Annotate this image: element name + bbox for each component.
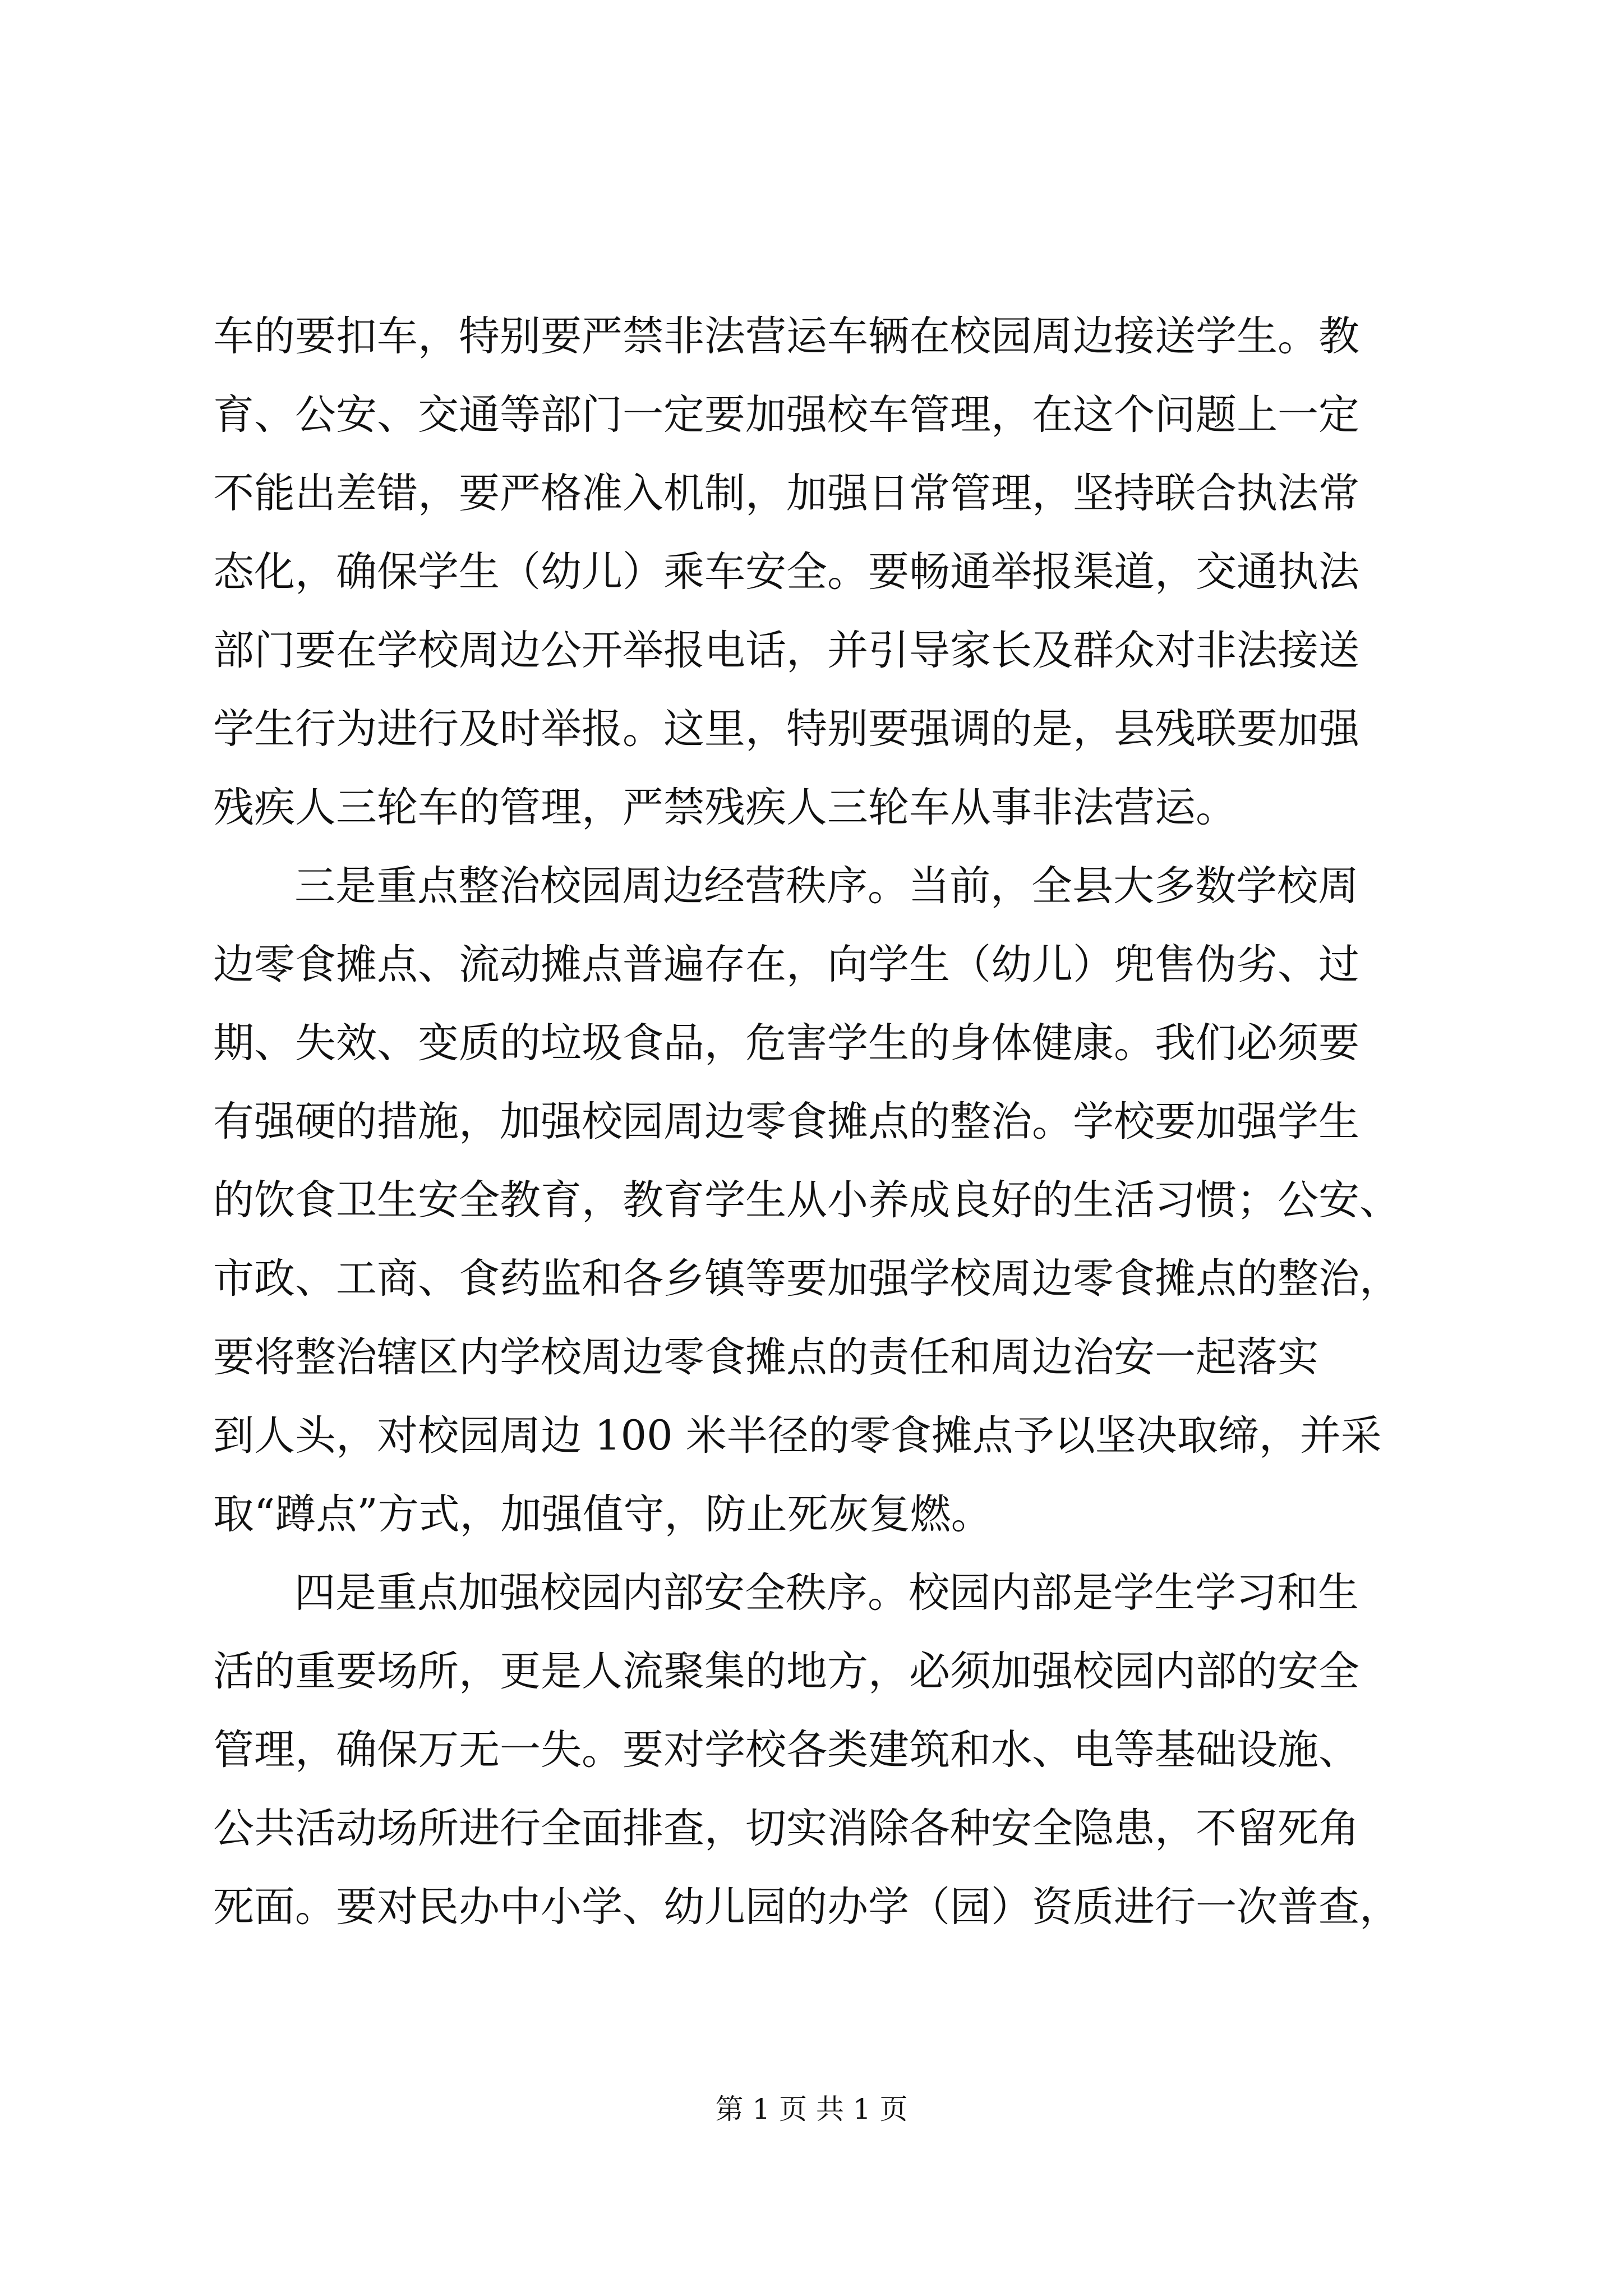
text-line: 期、失效、变质的垃圾食品，危害学生的身体健康。我们必须要 <box>213 1019 1359 1067</box>
text-line: 不能出差错，要严格准入机制，加强日常管理，坚持联合执法常 <box>213 470 1359 517</box>
text-line: 取“蹲点”方式，加强值守，防止死灰复燃。 <box>213 1490 992 1538</box>
paragraph-first-line: 三是重点整治校园周边经营秩序。当前，全县大多数学校周 <box>294 862 1359 910</box>
text-line: 要将整治辖区内学校周边零食摊点的责任和周边治安一起落实 <box>213 1333 1318 1381</box>
text-line: 残疾人三轮车的管理，严禁残疾人三轮车从事非法营运。 <box>213 784 1237 831</box>
text-line: 活的重要场所，更是人流聚集的地方，必须加强校园内部的安全 <box>213 1648 1359 1695</box>
text-line: 公共活动场所进行全面排查，切实消除各种安全隐患，不留死角 <box>213 1805 1359 1852</box>
text-line: 有强硬的措施，加强校园周边零食摊点的整治。学校要加强学生 <box>213 1098 1359 1145</box>
text-line: 死面。要对民办中小学、幼儿园的办学（园）资质进行一次普查， <box>213 1883 1400 1931</box>
text-line: 的饮食卫生安全教育，教育学生从小养成良好的生活习惯；公安、 <box>213 1176 1400 1224</box>
text-line: 市政、工商、食药监和各乡镇等要加强学校周边零食摊点的整治， <box>213 1255 1400 1303</box>
text-line: 到人头，对校园周边 100 米半径的零食摊点予以坚决取缔，并采 <box>213 1412 1382 1460</box>
text-line: 边零食摊点、流动摊点普遍存在，向学生（幼儿）兜售伪劣、过 <box>213 941 1359 988</box>
text-line: 车的要扣车，特别要严禁非法营运车辆在校园周边接送学生。教 <box>213 312 1359 360</box>
text-line: 育、公安、交通等部门一定要加强校车管理，在这个问题上一定 <box>213 391 1359 439</box>
paragraph-first-line: 四是重点加强校园内部安全秩序。校园内部是学生学习和生 <box>294 1569 1359 1617</box>
text-line: 管理，确保万无一失。要对学校各类建筑和水、电等基础设施、 <box>213 1726 1359 1774</box>
text-line: 态化，确保学生（幼儿）乘车安全。要畅通举报渠道，交通执法 <box>213 548 1359 596</box>
text-line: 部门要在学校周边公开举报电话，并引导家长及群众对非法接送 <box>213 627 1359 674</box>
page-footer: 第 1 页 共 1 页 <box>715 2093 908 2125</box>
text-line: 学生行为进行及时举报。这里，特别要强调的是，县残联要加强 <box>213 705 1359 753</box>
